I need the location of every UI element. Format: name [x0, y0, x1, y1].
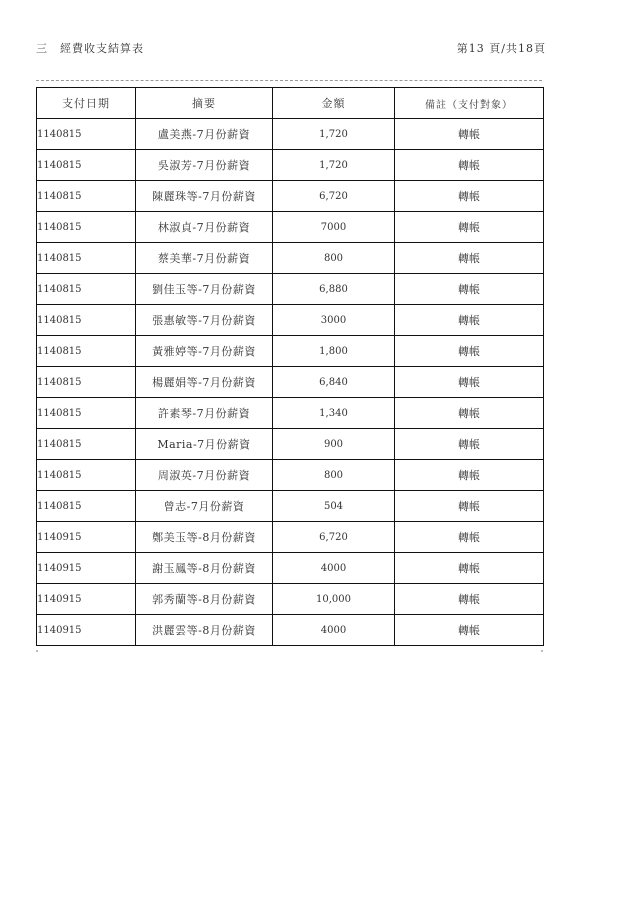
table-body: [37, 119, 544, 646]
note-cell: 轉帳: [395, 274, 544, 305]
amount-cell: 6,880: [273, 274, 395, 305]
column-header-note: 備註（支付對象）: [395, 88, 544, 119]
amount-cell: 6,720: [273, 522, 395, 553]
table-row: [37, 119, 544, 150]
page-number: 第13 頁/共18頁: [456, 42, 546, 55]
table-row: [37, 243, 544, 274]
summary-cell: 盧美燕-7月份薪資: [136, 119, 273, 150]
summary-cell: 曾志-7月份薪資: [136, 491, 273, 522]
date-cell: 1140815: [37, 336, 136, 367]
date-cell: 1140815: [37, 150, 136, 181]
note-cell: 轉帳: [395, 429, 544, 460]
table-row: [37, 150, 544, 181]
date-cell: 1140915: [37, 584, 136, 615]
summary-cell: 林淑貞-7月份薪資: [136, 212, 273, 243]
table-row: [37, 491, 544, 522]
note-cell: 轉帳: [395, 243, 544, 274]
amount-cell: 1,340: [273, 398, 395, 429]
note-cell: 轉帳: [395, 460, 544, 491]
date-cell: 1140815: [37, 460, 136, 491]
summary-cell: 陳麗珠等-7月份薪資: [136, 181, 273, 212]
summary-cell: 郭秀蘭等-8月份薪資: [136, 584, 273, 615]
table-row: [37, 336, 544, 367]
summary-cell: 洪麗雲等-8月份薪資: [136, 615, 273, 646]
table-row: [37, 460, 544, 491]
table-row: [37, 274, 544, 305]
summary-cell: 許素琴-7月份薪資: [136, 398, 273, 429]
summary-cell: 劉佳玉等-7月份薪資: [136, 274, 273, 305]
summary-cell: 楊麗娟等-7月份薪資: [136, 367, 273, 398]
date-cell: 1140815: [37, 398, 136, 429]
corner-mark: [36, 650, 38, 652]
note-cell: 轉帳: [395, 522, 544, 553]
amount-cell: 1,800: [273, 336, 395, 367]
summary-cell: 周淑英-7月份薪資: [136, 460, 273, 491]
note-cell: 轉帳: [395, 212, 544, 243]
table-row: [37, 429, 544, 460]
summary-cell: 黃雅婷等-7月份薪資: [136, 336, 273, 367]
amount-cell: 900: [273, 429, 395, 460]
column-header-amount: 金額: [273, 88, 395, 119]
amount-cell: 800: [273, 460, 395, 491]
amount-cell: 800: [273, 243, 395, 274]
table-row: [37, 615, 544, 646]
note-cell: 轉帳: [395, 336, 544, 367]
table-row: [37, 181, 544, 212]
table-row: [37, 212, 544, 243]
header-divider: [36, 80, 542, 81]
note-cell: 轉帳: [395, 553, 544, 584]
amount-cell: 504: [273, 491, 395, 522]
corner-mark: [541, 650, 543, 652]
amount-cell: 4000: [273, 615, 395, 646]
amount-cell: 3000: [273, 305, 395, 336]
date-cell: 1140815: [37, 429, 136, 460]
expense-ledger-table: [36, 87, 544, 646]
date-cell: 1140915: [37, 615, 136, 646]
note-cell: 轉帳: [395, 305, 544, 336]
date-cell: 1140815: [37, 119, 136, 150]
summary-cell: 謝玉鳳等-8月份薪資: [136, 553, 273, 584]
date-cell: 1140815: [37, 491, 136, 522]
note-cell: 轉帳: [395, 181, 544, 212]
amount-cell: 1,720: [273, 150, 395, 181]
summary-cell: 蔡美華-7月份薪資: [136, 243, 273, 274]
table-header-row: [37, 88, 544, 119]
date-cell: 1140815: [37, 305, 136, 336]
summary-cell: 吳淑芳-7月份薪資: [136, 150, 273, 181]
date-cell: 1140815: [37, 367, 136, 398]
summary-cell: Maria-7月份薪資: [136, 429, 273, 460]
column-header-date: 支付日期: [37, 88, 136, 119]
column-header-summary: 摘要: [136, 88, 273, 119]
table-row: [37, 584, 544, 615]
table-row: [37, 367, 544, 398]
amount-cell: 7000: [273, 212, 395, 243]
note-cell: 轉帳: [395, 398, 544, 429]
date-cell: 1140815: [37, 243, 136, 274]
document-section-title: 三 經費收支結算表: [36, 42, 144, 55]
date-cell: 1140815: [37, 274, 136, 305]
note-cell: 轉帳: [395, 491, 544, 522]
amount-cell: 10,000: [273, 584, 395, 615]
summary-cell: 張惠敏等-7月份薪資: [136, 305, 273, 336]
date-cell: 1140815: [37, 181, 136, 212]
note-cell: 轉帳: [395, 367, 544, 398]
date-cell: 1140815: [37, 212, 136, 243]
summary-cell: 鄭美玉等-8月份薪資: [136, 522, 273, 553]
amount-cell: 6,720: [273, 181, 395, 212]
table-row: [37, 398, 544, 429]
amount-cell: 4000: [273, 553, 395, 584]
date-cell: 1140915: [37, 522, 136, 553]
table-row: [37, 305, 544, 336]
note-cell: 轉帳: [395, 584, 544, 615]
table-row: [37, 522, 544, 553]
date-cell: 1140915: [37, 553, 136, 584]
amount-cell: 6,840: [273, 367, 395, 398]
amount-cell: 1,720: [273, 119, 395, 150]
note-cell: 轉帳: [395, 150, 544, 181]
table-row: [37, 553, 544, 584]
note-cell: 轉帳: [395, 615, 544, 646]
note-cell: 轉帳: [395, 119, 544, 150]
